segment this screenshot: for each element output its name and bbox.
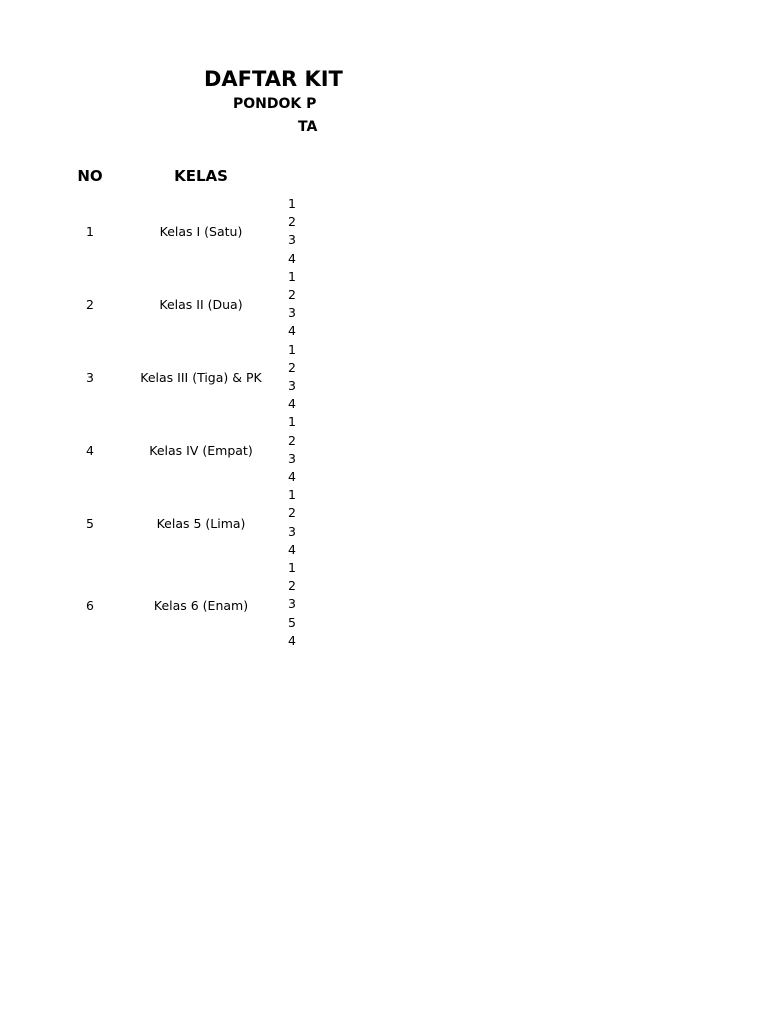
- row-number: 6: [86, 597, 94, 613]
- sub-item-number: 1: [288, 196, 296, 211]
- sub-item-number: 3: [288, 523, 296, 539]
- document-title: DAFTAR KIT: [204, 67, 343, 91]
- class-name: Kelas 5 (Lima): [156, 515, 246, 531]
- class-name: Kelas IV (Empat): [149, 442, 253, 458]
- sub-item-number: 2: [288, 578, 296, 594]
- sub-item-number: 3: [288, 450, 296, 466]
- sub-item-number: 2: [288, 214, 296, 230]
- row-number: 4: [86, 442, 94, 458]
- sub-item-number: 3: [288, 378, 296, 393]
- row-number: 5: [86, 515, 94, 531]
- sub-item-number: 3: [288, 596, 296, 612]
- sub-item-number: 4: [288, 323, 296, 339]
- class-name: Kelas III (Tiga) & PK: [140, 370, 262, 385]
- sub-item-number: 2: [288, 359, 296, 375]
- sub-item-number: 4: [288, 396, 296, 412]
- sub-item-number: 4: [288, 632, 296, 648]
- document-year-label: TA: [298, 119, 318, 135]
- sub-item-number: 4: [288, 250, 296, 266]
- column-header-kelas: KELAS: [174, 167, 228, 185]
- sub-item-number: 2: [288, 287, 296, 302]
- class-name: Kelas II (Dua): [159, 297, 243, 313]
- sub-item-number: 2: [288, 505, 296, 521]
- sub-item-number: 4: [288, 469, 296, 484]
- row-number: 3: [86, 370, 94, 385]
- sub-item-number: 3: [288, 232, 296, 248]
- row-number: 1: [86, 224, 94, 240]
- sub-item-number: 1: [288, 487, 296, 503]
- class-name: Kelas I (Satu): [159, 224, 243, 240]
- sub-item-number: 1: [288, 414, 296, 430]
- sub-item-number: 2: [288, 432, 296, 448]
- sub-item-number: 1: [288, 268, 296, 284]
- row-number: 2: [86, 297, 94, 313]
- column-header-no: NO: [77, 167, 103, 185]
- class-name: Kelas 6 (Enam): [153, 597, 249, 613]
- document-subtitle: PONDOK P: [233, 96, 317, 112]
- sub-item-number: 5: [288, 614, 296, 630]
- sub-item-number: 1: [288, 560, 296, 575]
- sub-item-number: 3: [288, 305, 296, 321]
- sub-item-number: 4: [288, 541, 296, 557]
- sub-item-number: 1: [288, 341, 296, 357]
